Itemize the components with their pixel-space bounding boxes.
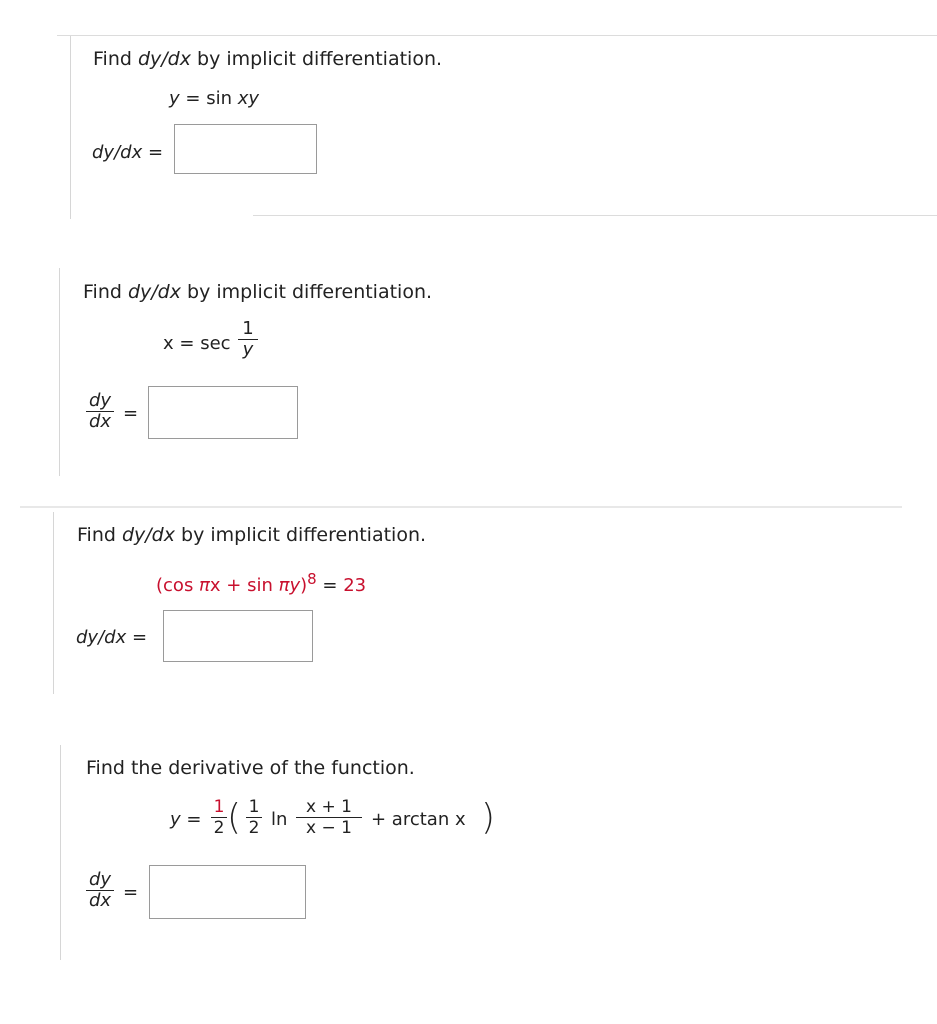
- problem-1-answer-input[interactable]: [174, 124, 317, 174]
- problem-4-answer-equals: =: [123, 882, 139, 903]
- eq-lhs: x: [163, 333, 174, 354]
- problem-4-arctan: [371, 809, 466, 830]
- answer-label-text: dy/dx: [76, 627, 127, 648]
- fraction-denominator: 2: [248, 818, 260, 838]
- separator-1: [253, 215, 937, 216]
- problem-3-equation: [156, 570, 366, 596]
- separator-left-2: [59, 268, 60, 476]
- prompt-variable: dy/dx: [121, 524, 175, 546]
- prompt-variable: dy/dx: [127, 281, 181, 303]
- separator-left-1: [70, 36, 71, 219]
- fraction-denominator: x − 1: [306, 818, 352, 838]
- fraction-denominator: 2: [213, 818, 225, 838]
- separator-left-3: [53, 512, 54, 694]
- fraction-numerator: 1: [213, 797, 225, 817]
- problem-4-half-fraction: [246, 797, 262, 838]
- problem-4-ln: ln: [271, 809, 288, 830]
- problem-4-right-paren: ): [481, 797, 496, 838]
- problem-2-answer-equals: =: [123, 403, 139, 424]
- eq-x: x: [209, 575, 221, 596]
- prompt-text: by implicit differentiation.: [180, 281, 433, 303]
- problem-3-prompt: [77, 524, 426, 546]
- separator-2: [20, 506, 902, 508]
- eq-plus-arctan: + arctan: [371, 809, 450, 830]
- eq-equals: =: [186, 809, 202, 830]
- answer-label-numerator: dy: [88, 390, 112, 411]
- fraction-denominator: y: [242, 339, 254, 360]
- answer-equals: =: [131, 627, 148, 648]
- problem-2-answer-input[interactable]: [148, 386, 298, 439]
- eq-exponent: 8: [307, 570, 317, 588]
- answer-label-numerator: dy: [88, 869, 112, 890]
- fraction-numerator: x + 1: [306, 797, 352, 817]
- fraction-numerator: 1: [242, 318, 254, 339]
- eq-lhs: y: [169, 88, 180, 109]
- problem-4-left-paren: (: [227, 797, 242, 838]
- prompt-text: Find: [77, 524, 122, 546]
- fraction-numerator: 1: [248, 797, 260, 817]
- answer-equals: =: [147, 142, 164, 163]
- prompt-text: by implicit differentiation.: [190, 48, 443, 70]
- eq-function: sec: [200, 333, 231, 354]
- prompt-text: by implicit differentiation.: [174, 524, 427, 546]
- eq-equals: =: [179, 333, 195, 354]
- problem-4-eq-lhs: [170, 809, 201, 830]
- eq-open-paren: (: [156, 575, 164, 596]
- eq-pi: π: [278, 575, 290, 596]
- eq-argument: x: [454, 809, 466, 830]
- problem-1-answer-label: [92, 142, 163, 163]
- problem-2-answer-label: [86, 391, 114, 432]
- eq-equals: =: [316, 575, 344, 596]
- eq-plus: +: [220, 575, 248, 596]
- separator-left-4: [60, 745, 61, 960]
- separator-top: [57, 35, 937, 36]
- eq-y: y: [289, 575, 301, 596]
- eq-close-paren: ): [300, 575, 308, 596]
- problem-2-fraction: [238, 319, 258, 360]
- prompt-variable: dy/dx: [137, 48, 191, 70]
- prompt-text: Find: [83, 281, 128, 303]
- eq-rhs: 23: [343, 575, 367, 596]
- eq-pi: π: [199, 575, 210, 596]
- problem-3-answer-input[interactable]: [163, 610, 313, 662]
- eq-lhs: y: [170, 809, 181, 830]
- eq-cos: cos: [163, 575, 200, 596]
- eq-equals: =: [185, 88, 201, 109]
- problem-4-prompt: Find the derivative of the function.: [86, 757, 415, 779]
- problem-4-answer-label: [86, 870, 114, 911]
- problem-3-answer-label: [76, 627, 147, 648]
- answer-label-denominator: dx: [88, 411, 112, 432]
- problem-1-prompt: [93, 48, 442, 70]
- eq-sin: sin: [247, 575, 279, 596]
- answer-label-denominator: dx: [88, 890, 112, 911]
- problem-2-equation-left: [163, 333, 231, 354]
- eq-argument: xy: [237, 88, 260, 109]
- eq-function: sin: [206, 88, 233, 109]
- problem-4-answer-input[interactable]: [149, 865, 306, 919]
- problem-4-coef-fraction: [211, 797, 227, 838]
- problem-1-equation: [169, 88, 259, 109]
- problem-4-log-fraction: [296, 797, 362, 838]
- answer-label-text: dy/dx: [92, 142, 143, 163]
- problem-2-prompt: [83, 281, 432, 303]
- prompt-text: Find: [93, 48, 138, 70]
